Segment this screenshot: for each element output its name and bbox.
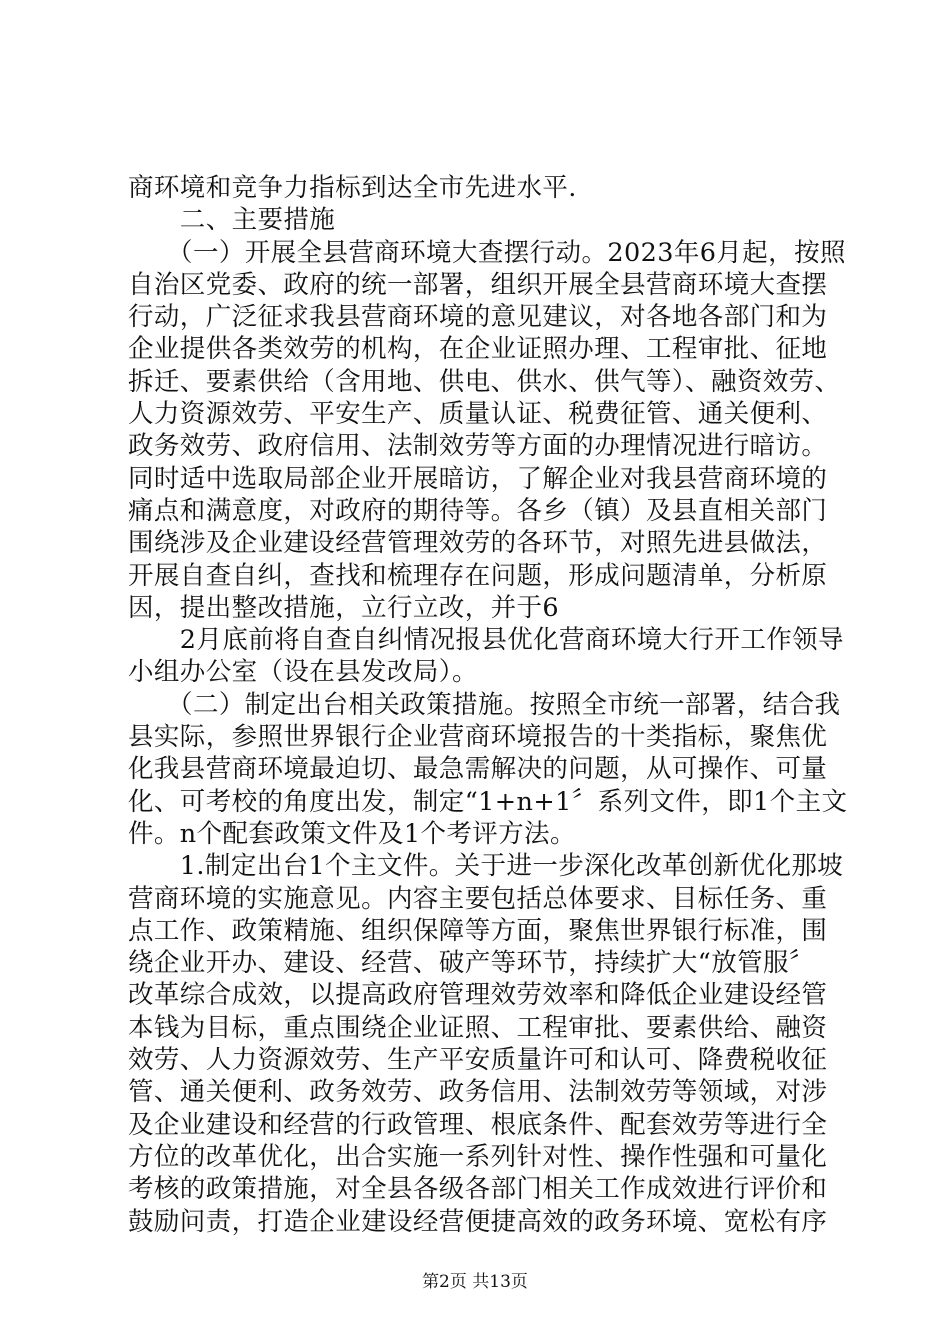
text-line: 2月底前将自查自纠情况报县优化营商环境大行开工作领导 bbox=[128, 625, 844, 656]
text-line: 企业提供各类效劳的机构，在企业证照办理、工程审批、征地 bbox=[128, 334, 828, 365]
text-line: 同时适中选取局部企业开展暗访，了解企业对我县营商环境的 bbox=[128, 463, 828, 494]
text-line: 改革综合成效，以提高政府管理效劳效率和降低企业建设经管 bbox=[128, 980, 828, 1011]
text-line: 化我县营商环境最迫切、最急需解决的问题，从可操作、可量 bbox=[128, 754, 828, 785]
text-line: 化、可考校的角度出发，制定“1+n+1〞系列文件，即1个主文 bbox=[128, 786, 848, 817]
text-line: 1.制定出台1个主文件。关于进一步深化改革创新优化那坡 bbox=[128, 851, 844, 882]
text-line: 本钱为目标，重点围绕企业证照、工程审批、要素供给、融资 bbox=[128, 1012, 828, 1043]
text-line: 因，提出整改措施，立行立改，并于6 bbox=[128, 592, 560, 623]
text-line: 效劳、人力资源效劳、生产平安质量许可和认可、降费税收征 bbox=[128, 1045, 828, 1076]
text-line: 营商环境的实施意见。内容主要包括总体要求、目标任务、重 bbox=[128, 883, 828, 914]
text-line: 小组办公室（设在县发改局）。 bbox=[128, 657, 478, 688]
text-line: 件。n个配套政策文件及1个考评方法。 bbox=[128, 818, 576, 849]
text-line: 鼓励问责，打造企业建设经营便捷高效的政务环境、宽松有序 bbox=[128, 1206, 828, 1237]
text-line: 绕企业开办、建设、经营、破产等环节，持续扩大“放管服〞 bbox=[128, 948, 815, 979]
text-line: 行动，广泛征求我县营商环境的意见建议，对各地各部门和为 bbox=[128, 302, 828, 333]
text-line: 商环境和竞争力指标到达全市先进水平. bbox=[128, 173, 577, 203]
text-line: （一）开展全县营商环境大查摆行动。2023年6月起，按照 bbox=[128, 237, 846, 268]
text-line: （二）制定出台相关政策措施。按照全市统一部署，结合我 bbox=[128, 689, 841, 720]
text-line: 痛点和满意度，对政府的期待等。各乡（镇）及县直相关部门 bbox=[128, 495, 828, 526]
text-line: 考核的政策措施，对全县各级各部门相关工作成效进行评价和 bbox=[128, 1174, 828, 1205]
text-line: 开展自查自纠，查找和梳理存在问题，形成问题清单，分析原 bbox=[128, 560, 828, 591]
text-line: 自治区党委、政府的统一部署，组织开展全县营商环境大查摆 bbox=[128, 269, 828, 300]
text-line: 围绕涉及企业建设经营管理效劳的各环节，对照先进县做法， bbox=[128, 528, 828, 559]
text-line: 政务效劳、政府信用、法制效劳等方面的办理情况进行暗访。 bbox=[128, 431, 828, 462]
text-line: 及企业建设和经营的行政管理、根底条件、配套效劳等进行全 bbox=[128, 1109, 828, 1140]
text-line: 拆迁、要素供给（含用地、供电、供水、供气等）、融资效劳、 bbox=[128, 366, 841, 397]
document-body bbox=[128, 172, 848, 1238]
text-line: 管、通关便利、政务效劳、政务信用、法制效劳等领域，对涉 bbox=[128, 1077, 828, 1108]
page-number-footer: 第2页 共13页 bbox=[422, 1272, 528, 1292]
text-line: 方位的改革优化，出合实施一系列针对性、操作性强和可量化 bbox=[128, 1141, 828, 1172]
text-line: 县实际，参照世界银行企业营商环境报告的十类指标，聚焦优 bbox=[128, 722, 828, 753]
text-line: 人力资源效劳、平安生产、质量认证、税费征管、通关便利、 bbox=[128, 399, 828, 430]
text-line: 点工作、政策精施、组织保障等方面，聚焦世界银行标准，围 bbox=[128, 915, 828, 946]
section-heading: 二、主要措施 bbox=[128, 205, 336, 236]
